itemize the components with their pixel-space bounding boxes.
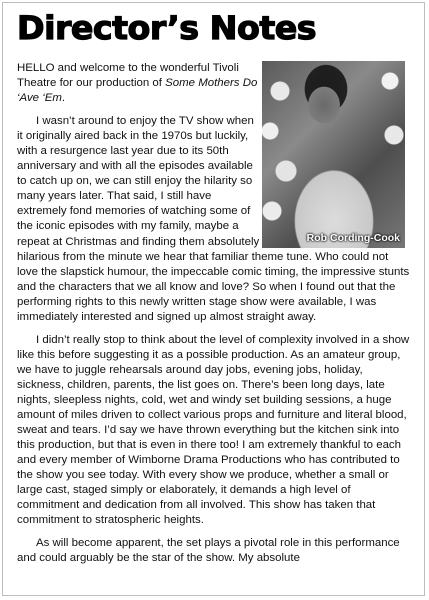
intro-end: .	[61, 92, 66, 105]
show-title: Some Mothers Do ‘Ave ‘Em	[17, 77, 258, 105]
body-paragraph-3: As will become apparent, the set plays a pivotal role in this performance and could arguably be the star of the show. My absolute	[17, 537, 400, 565]
programme-page	[2, 2, 425, 596]
body-paragraph-2: I didn’t really stop to think about the level of complexity involved in a show like this before suggesting it as a possible production. As an amateur group, we have to juggle rehearsals around day jobs, evening jobs, holiday, sickness, children, parents, the list goes on. There’s been long days, late nights, sleepless nights, cold, wet and windy set building sessions, a huge amount of miles driven to collect various props and furniture and literal blood, sweat and tears. I’d say we have thrown everything but the kitchen sink into this production, but that is even in there too! I am extremely thankful to each and every member of Wimborne Drama Productions who has contributed to the show you see today. With every show we produce, whether a small or large cast, staged simply or elaborately, it demands a high level of commitment and dedication from all involved. This show has taken that commitment to stratospheric heights.	[17, 333, 410, 527]
photo-caption: Rob Cording-Cook	[306, 232, 400, 244]
page-title: Director’s Notes	[17, 9, 317, 47]
photo-wrap-spacer	[260, 61, 412, 248]
body-text	[17, 61, 412, 567]
intro-text: HELLO and welcome to the wonderful Tivoli Theatre for our production of	[17, 62, 239, 90]
body-paragraph-1: I wasn’t around to enjoy the TV show when it originally aired back in the 1970s but luckily, with a resurgence last year due to its 50th anniversary and with all the episodes available to catch up on, we can still enjoy the hilarity so many years later. That said, I still have extremely fond memories of watching some of the iconic episodes with my family, maybe a repeat at Christmas and finding them absolutely hilarious from the minute we hear that familiar theme tune. Who could not love the slapstick humour, the impeccable comic timing, the impressive stunts and the characters that we all know and love? So when I found out that the performing rights to this newly written stage show were available, I was immediately interested and signed up almost straight away.	[17, 115, 410, 323]
